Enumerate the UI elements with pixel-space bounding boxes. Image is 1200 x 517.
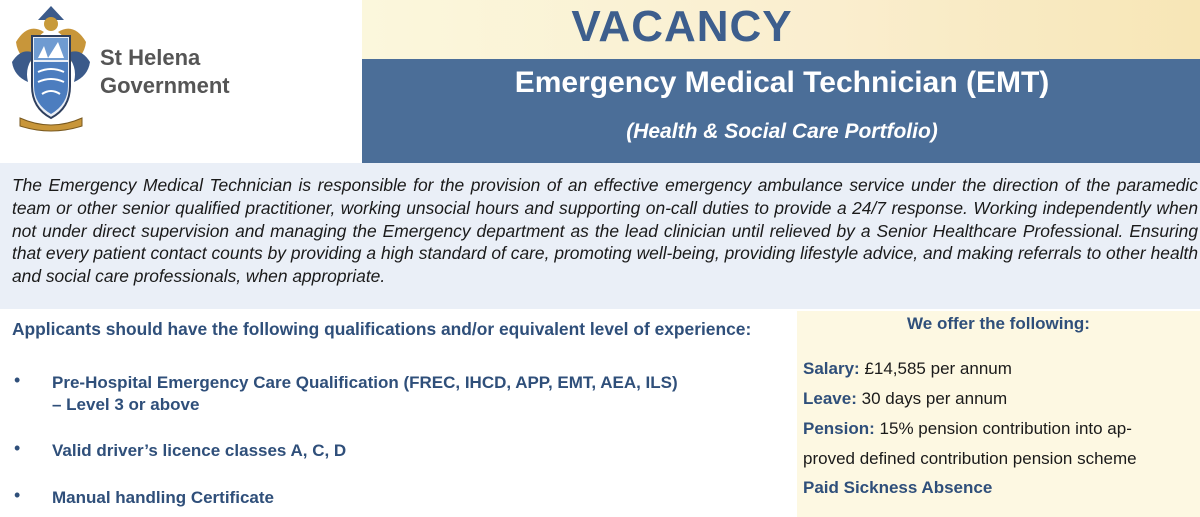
sickness-label: Paid Sickness Absence [803, 478, 993, 497]
pension-value-line1: 15% pension contribution into ap- [879, 419, 1132, 438]
leave-label: Leave: [803, 389, 857, 408]
offer-heading: We offer the following: [907, 314, 1090, 333]
qualification-item [52, 487, 274, 509]
portfolio-subtitle: (Health & Social Care Portfolio) [626, 120, 938, 143]
coat-of-arms-logo-icon [8, 2, 94, 134]
sickness-row [803, 477, 1193, 499]
org-name-line1: St Helena [100, 45, 201, 70]
qualification-item-line1: Valid driver’s licence classes A, C, D [52, 441, 347, 460]
salary-value: £14,585 per annum [864, 359, 1012, 378]
pension-value-line2: proved defined contribution pension scheme [803, 449, 1137, 468]
salary-label: Salary: [803, 359, 860, 378]
bullet-point: • [14, 485, 21, 505]
bullet-point: • [14, 370, 21, 390]
qualification-item [52, 372, 678, 416]
job-description: The Emergency Medical Technician is responsible for the provision of an effective emergency ambulance service under the direction of the paramedic team or other senior qualified practitioner, working unsocial hours and supporting on-call duties to provide a 24/7 response. Working independently when not under direct supervision and managing the Emergency department as the lead clinician until relieved by a Senior Healthcare Professional. Ensuring that every patient contact counts by providing a high standard of care, promoting well-being, providing lifestyle advice, and making referrals to other health and social care professionals, when appropriate. [12, 175, 1198, 287]
pension-row [803, 418, 1193, 440]
vacancy-heading: VACANCY [571, 2, 793, 51]
pension-row-continued [803, 448, 1193, 470]
organization-name [100, 44, 230, 100]
qualification-item-line1: Manual handling Certificate [52, 488, 274, 507]
job-title: Emergency Medical Technician (EMT) [514, 66, 1050, 99]
bullet-point: • [14, 438, 21, 458]
qualification-item-line2: – Level 3 or above [52, 395, 200, 414]
leave-row [803, 388, 1193, 410]
salary-row [803, 358, 1193, 380]
qualification-item [52, 440, 346, 462]
org-name-line2: Government [100, 73, 230, 98]
qualification-item-line1: Pre-Hospital Emergency Care Qualification (FREC, IHCD, APP, EMT, AEA, ILS) [52, 373, 678, 392]
leave-value: 30 days per annum [861, 389, 1008, 408]
qualifications-heading: Applicants should have the following qualifications and/or equivalent level of experience: [12, 319, 752, 339]
pension-label: Pension: [803, 419, 875, 438]
